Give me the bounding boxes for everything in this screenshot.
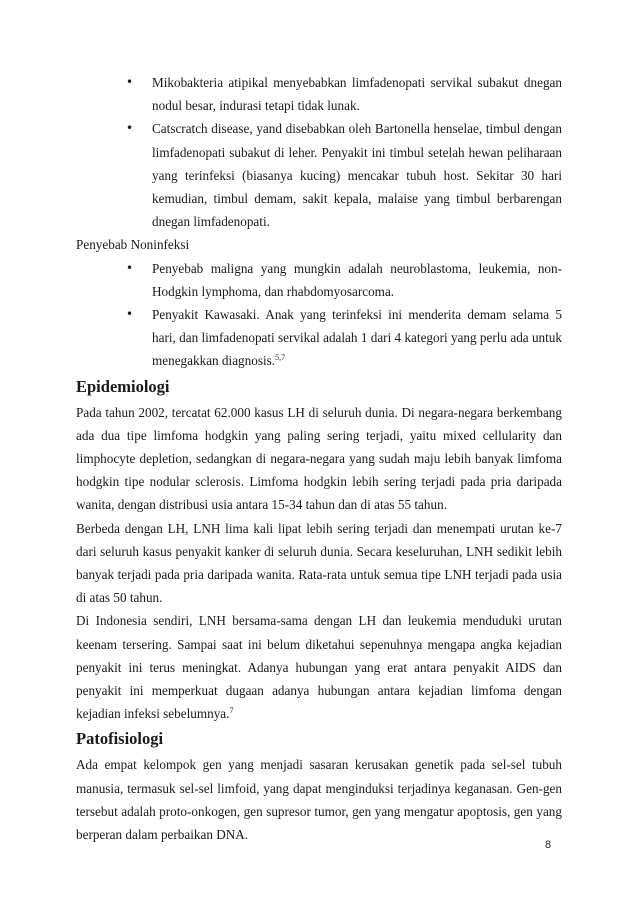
bullet-icon: • (126, 260, 134, 275)
noninfectious-causes-list (76, 257, 562, 373)
list-item-text: Penyakit Kawasaki. Anak yang terinfeksi ini menderita demam selama 5 hari, dan limfadenopati servikal adalah 1 dari 4 kategori yang perlu ada untuk menegakkan diagnosis. (152, 307, 562, 369)
bullet-icon: • (126, 75, 134, 89)
epidemiologi-paragraph-1: Pada tahun 2002, tercatat 62.000 kasus LH di seluruh dunia. Di negara-negara berkembang ada dua tipe limfoma hodgkin yang paling sering terjadi, yaitu mixed cellularity dan limphocyte depletion, sedangkan di negara-negara yang sudah maju lebih banyak limfoma hodgkin tipe nodular sclerosis. Limfoma hodgkin lebih sering terjadi pada pria daripada wanita, dengan distribusi usia antara 15-34 tahun dan di atas 55 tahun. (76, 404, 562, 513)
list-item-text: Mikobakteria atipikal menyebabkan limfadenopati servikal subakut dnegan nodul besar, indurasi tetapi tidak lunak. (152, 75, 562, 114)
infectious-causes-list (76, 71, 562, 233)
patofisiologi-paragraph-1: Ada empat kelompok gen yang menjadi sasaran kerusakan genetik pada sel-sel tubuh manusia, termasuk sel-sel limfoid, yang dapat menginduksi terjadinya keganasan. Gen-gen tersebut adalah proto-onkogen, gen supresor tumor, gen yang mengatur apoptosis, gen yang berperan dalam perbaikan DNA. (76, 757, 562, 843)
noninfeksi-title: Penyebab Noninfeksi (76, 237, 190, 253)
list-item (126, 257, 562, 303)
list-item-text: Penyebab maligna yang mungkin adalah neuroblastoma, leukemia, non-Hodgkin lymphoma, dan rhabdomyosarcoma. (152, 260, 562, 299)
page-number: 8 (545, 839, 552, 851)
bullet-icon: • (126, 121, 134, 136)
epidemiologi-heading: Epidemiologi (76, 376, 170, 396)
bullet-icon: • (126, 307, 134, 322)
list-item (126, 303, 562, 373)
list-item (126, 117, 562, 233)
list-item (126, 71, 562, 117)
page-content (76, 71, 562, 846)
epidemiologi-paragraph-2: Berbeda dengan LH, LNH lima kali lipat lebih sering terjadi dan menempati urutan ke-7 dari seluruh kasus penyakit kanker di seluruh dunia. Secara keseluruhan, LNH sedikit lebih banyak terjadi pada pria daripada wanita. Rata-rata untuk semua tipe LNH terjadi pada usia di atas 50 tahun. (76, 520, 562, 606)
paragraph-text: Di Indonesia sendiri, LNH bersama-sama dengan LH dan leukemia menduduki urutan keenam tersering. Sampai saat ini belum diketahui sepenuhnya mengapa angka kejadian penyakit ini terus meningkat. Adanya hubungan yang erat antara penyakit AIDS dan penyakit ini memperkuat dugaan adanya hubungan antara kejadian limfoma dengan kejadian infeksi sebelumnya. (76, 613, 562, 722)
list-item-text: Catscratch disease, yand disebabkan oleh Bartonella henselae, timbul dengan limfadenopati subakut di leher. Penyakit ini timbul setelah hewan peliharaan yang terinfeksi (biasanya kucing) mencakar tubuh host. Sekitar 30 hari kemudian, timbul demam, sakit kepala, malaise yang timbul berbarengan dnegan limfadenopati. (152, 121, 562, 230)
patofisiologi-heading: Patofisiologi (76, 729, 164, 749)
epidemiologi-paragraph-3 (76, 609, 562, 725)
citation-superscript: 7 (229, 706, 234, 716)
citation-superscript: 5,7 (275, 353, 286, 363)
